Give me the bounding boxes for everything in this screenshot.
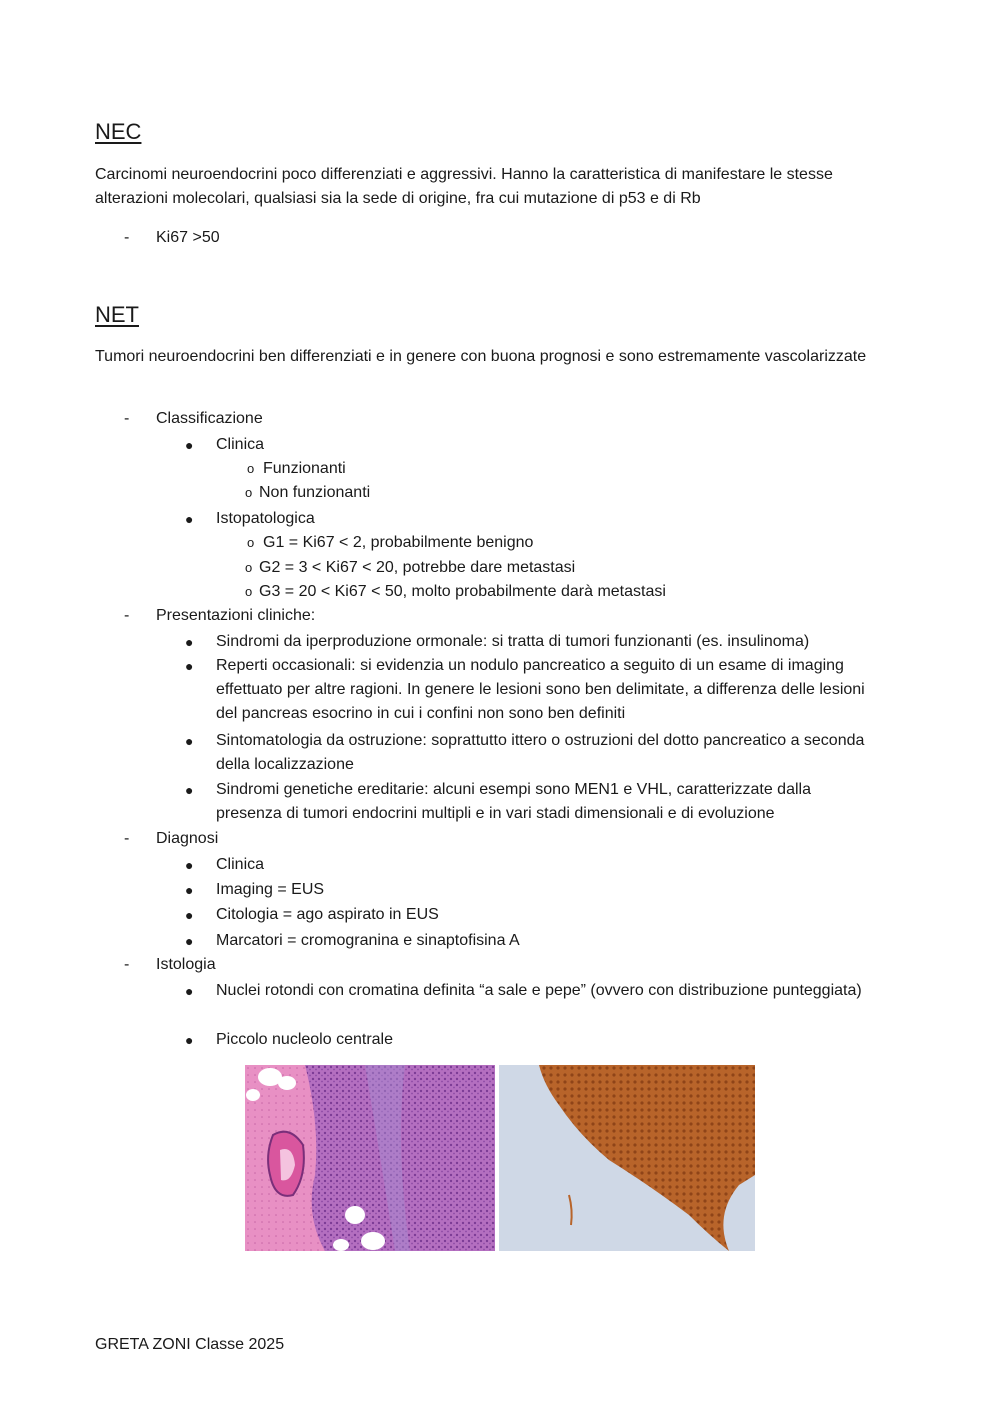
presentazioni-label: Presentazioni cliniche: bbox=[156, 607, 316, 624]
nec-heading: NEC bbox=[95, 119, 142, 144]
istologia-label: Istologia bbox=[156, 956, 216, 973]
he-stain-histology-image bbox=[245, 1065, 495, 1251]
circle-marker: o bbox=[245, 485, 253, 500]
clinica-label: Clinica bbox=[216, 436, 265, 453]
bullet-marker: ● bbox=[185, 857, 194, 873]
ihc-stain-histology-image bbox=[499, 1065, 755, 1251]
bullet-marker: ● bbox=[185, 933, 194, 949]
bullet-marker: ● bbox=[185, 1032, 194, 1048]
dash-marker: - bbox=[124, 410, 130, 427]
net-heading: NET bbox=[95, 302, 139, 327]
circle-marker: o bbox=[247, 535, 255, 550]
circle-marker: o bbox=[247, 461, 255, 476]
clinica-sub-item: Funzionanti bbox=[263, 460, 346, 477]
page-footer: GRETA ZONI Classe 2025 bbox=[95, 1336, 285, 1353]
bullet-marker: ● bbox=[185, 634, 194, 650]
diagnosi-label: Diagnosi bbox=[156, 830, 219, 847]
istologia-item: Piccolo nucleolo centrale bbox=[216, 1031, 393, 1048]
grade-item: G3 = 20 < Ki67 < 50, molto probabilmente darà metastasi bbox=[259, 583, 666, 600]
diagnosi-item: Imaging = EUS bbox=[216, 881, 325, 898]
istopatologica-label: Istopatologica bbox=[216, 510, 315, 527]
presentazione-item: Reperti occasionali: si evidenzia un nodulo pancreatico a seguito di un esame di imaging effettuato per altre ragioni. In genere le lesioni sono ben delimitate, a differenza delle lesioni del pancreas esocrino in cui i confini non sono ben definiti bbox=[216, 657, 865, 722]
dash-marker: - bbox=[124, 607, 130, 624]
bullet-marker: ● bbox=[185, 983, 194, 999]
dash-marker: - bbox=[124, 229, 130, 246]
presentazione-item: Sindromi genetiche ereditarie: alcuni esempi sono MEN1 e VHL, caratterizzate dalla presenza di tumori endocrini multipli e in vari stadi dimensionali e di evoluzione bbox=[216, 781, 811, 822]
istologia-item: Nuclei rotondi con cromatina definita “a sale e pepe” (ovvero con distribuzione punteggiata) bbox=[216, 982, 862, 999]
classificazione-label: Classificazione bbox=[156, 410, 263, 427]
grade-item: G2 = 3 < Ki67 < 20, potrebbe dare metastasi bbox=[259, 559, 576, 576]
presentazione-item: Sintomatologia da ostruzione: soprattutto ittero o ostruzioni del dotto pancreatico a seconda della localizzazione bbox=[216, 732, 865, 773]
dash-marker: - bbox=[124, 956, 130, 973]
dash-marker: - bbox=[124, 830, 130, 847]
bullet-marker: ● bbox=[185, 782, 194, 798]
nec-ki67-item: Ki67 >50 bbox=[156, 229, 220, 246]
presentazione-item: Sindromi da iperproduzione ormonale: si tratta di tumori funzionanti (es. insulinoma) bbox=[216, 633, 810, 650]
net-paragraph: Tumori neuroendocrini ben differenziati e in genere con buona prognosi e sono estremamente vascolarizzate bbox=[95, 348, 867, 365]
grade-item: G1 = Ki67 < 2, probabilmente benigno bbox=[263, 534, 534, 551]
circle-marker: o bbox=[245, 584, 253, 599]
clinica-sub-item: Non funzionanti bbox=[259, 484, 371, 501]
bullet-marker: ● bbox=[185, 882, 194, 898]
diagnosi-item: Clinica bbox=[216, 856, 265, 873]
bullet-marker: ● bbox=[185, 733, 194, 749]
circle-marker: o bbox=[245, 560, 253, 575]
nec-paragraph: Carcinomi neuroendocrini poco differenziati e aggressivi. Hanno la caratteristica di manifestare le stesse alterazioni molecolari, qualsiasi sia la sede di origine, fra cui mutazione di p53 e di Rb bbox=[95, 166, 833, 207]
bullet-marker: ● bbox=[185, 511, 194, 527]
bullet-marker: ● bbox=[185, 907, 194, 923]
diagnosi-item: Citologia = ago aspirato in EUS bbox=[216, 906, 439, 923]
bullet-marker: ● bbox=[185, 437, 194, 453]
diagnosi-item: Marcatori = cromogranina e sinaptofisina A bbox=[216, 932, 520, 949]
bullet-marker: ● bbox=[185, 658, 194, 674]
